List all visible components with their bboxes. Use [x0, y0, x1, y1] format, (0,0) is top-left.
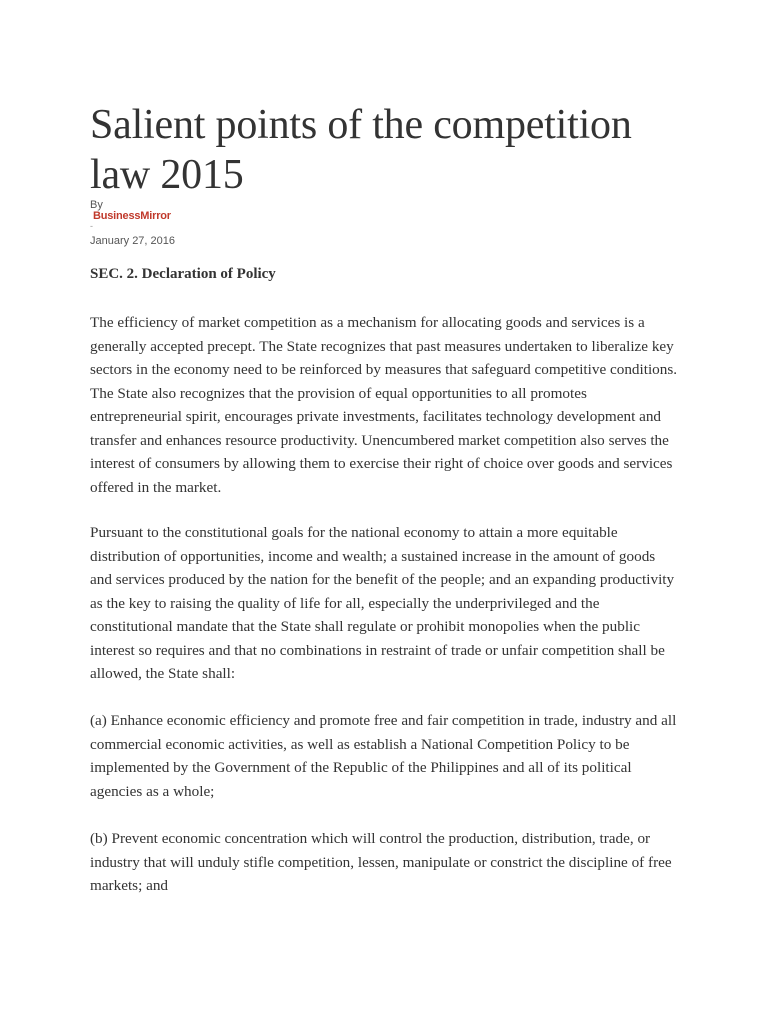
paragraph-item-a: (a) Enhance economic efficiency and promote free and fair competition in trade, industry and all commercial economic activities, as well as establish a National Competition Policy to be implemented by the Government of the Republic of the Philippines and all of its political agencies as a whole;: [90, 712, 677, 800]
paragraph-policy-intro: The efficiency of market competition as a mechanism for allocating goods and services is a generally accepted precept. The State recognizes that past measures undertaken to liberalize key sectors in the economy need to be reinforced by measures that safeguard competitive conditions. The State also recognizes that the provision of equal opportunities to all promotes entrepreneurial spirit, encourages private investments, facilitates technology development and transfer and enhances resource productivity. Unencumbered market competition also serves the interest of consumers by allowing them to exercise their right of choice over goods and services offered in the market.: [90, 314, 678, 496]
publish-date: January 27, 2016: [90, 235, 176, 247]
byline-separator: -: [90, 221, 93, 231]
paragraph-item-b: (b) Prevent economic concentration which will control the production, distribution, trade, or industry that will unduly stifle competition, lessen, manipulate or constrict the discipline of free markets; and: [90, 830, 672, 894]
author-link[interactable]: BusinessMirror: [93, 210, 171, 222]
article-title: Salient points of the competition law 2015: [90, 102, 632, 198]
paragraph-constitutional-goals: Pursuant to the constitutional goals for the national economy to attain a more equitable distribution of opportunities, income and wealth; a sustained increase in the amount of goods and services produced by the nation for the benefit of the people; and an expanding productivity as the key to raising the quality of life for all, especially the underprivileged and the constitutional mandate that the State shall regulate or prohibit monopolies when the public interest so requires and that no combinations in restraint of trade or unfair competition shall be allowed, the State shall:: [90, 524, 675, 682]
byline-prefix: By: [90, 199, 103, 211]
section-heading: SEC. 2. Declaration of Policy: [90, 266, 276, 282]
